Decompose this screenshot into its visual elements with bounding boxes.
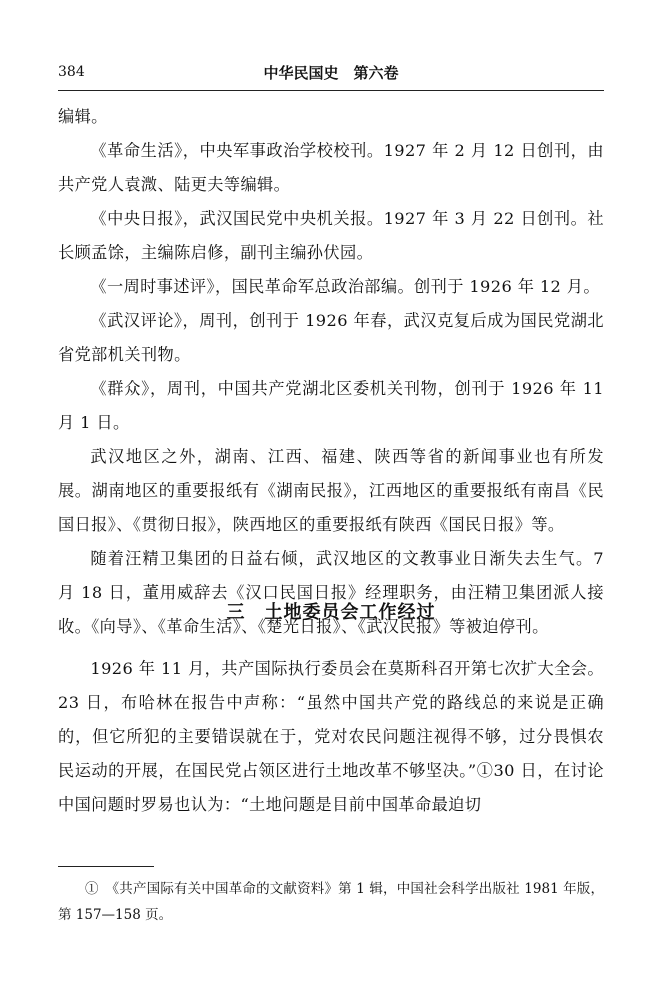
paragraph: 《武汉评论》，周刊，创刊于 1926 年春，武汉克复后成为国民党湖北省党部机关刊物。 <box>58 311 604 364</box>
section-heading: 三 土地委员会工作经过 <box>226 602 436 623</box>
page-header <box>58 58 604 88</box>
header-rule <box>58 90 604 91</box>
section-text <box>58 652 604 822</box>
footnote: ① 《共产国际有关中国革命的文献资料》第 1 辑，中国社会科学出版社 1981 年版，第 157—158 页。 <box>58 881 604 923</box>
paragraph: 随着汪精卫集团的日益右倾，武汉地区的文教事业日渐失去生气。7 月 18 日，董用威辞去《汉口民国日报》经理职务，由汪精卫集团派人接收。《向导》、《革命生活》、《楚光日报》、《武汉民报》等被迫停刊。 <box>58 549 604 636</box>
main-text <box>58 100 604 644</box>
footnote-rule <box>58 866 154 867</box>
paragraph: 《一周时事述评》，国民革命军总政治部编。创刊于 1926 年 12 月。 <box>90 277 600 296</box>
running-title: 中华民国史 第六卷 <box>263 64 399 82</box>
paragraph: 编辑。 <box>58 107 108 126</box>
paragraph: 《革命生活》，中央军事政治学校校刊。1927 年 2 月 12 日创刊，由共产党人袁溦、陆更夫等编辑。 <box>58 141 604 194</box>
paragraph: 武汉地区之外，湖南、江西、福建、陕西等省的新闻事业也有所发展。湖南地区的重要报纸有《湖南民报》，江西地区的重要报纸有南昌《民国日报》、《贯彻日报》，陕西地区的重要报纸有陕西《国民日报》等。 <box>58 447 604 534</box>
page-number: 384 <box>58 64 85 80</box>
paragraph: 1926 年 11 月，共产国际执行委员会在莫斯科召开第七次扩大全会。23 日，布哈林在报告中声称：“虽然中国共产党的路线总的来说是正确的，但它所犯的主要错误就在于，党对农民问题注视得不够，过分畏惧农民运动的开展，在国民党占领区进行土地改革不够坚决。”①30 日，在讨论中国问题时罗易也认为：“土地问题是目前中国革命最迫切 <box>58 659 604 814</box>
paragraph: 《中央日报》，武汉国民党中央机关报。1927 年 3 月 22 日创刊。社长顾孟馀，主编陈启修，副刊主编孙伏园。 <box>58 209 604 262</box>
paragraph: 《群众》，周刊，中国共产党湖北区委机关刊物，创刊于 1926 年 11 月 1 日。 <box>58 379 604 432</box>
